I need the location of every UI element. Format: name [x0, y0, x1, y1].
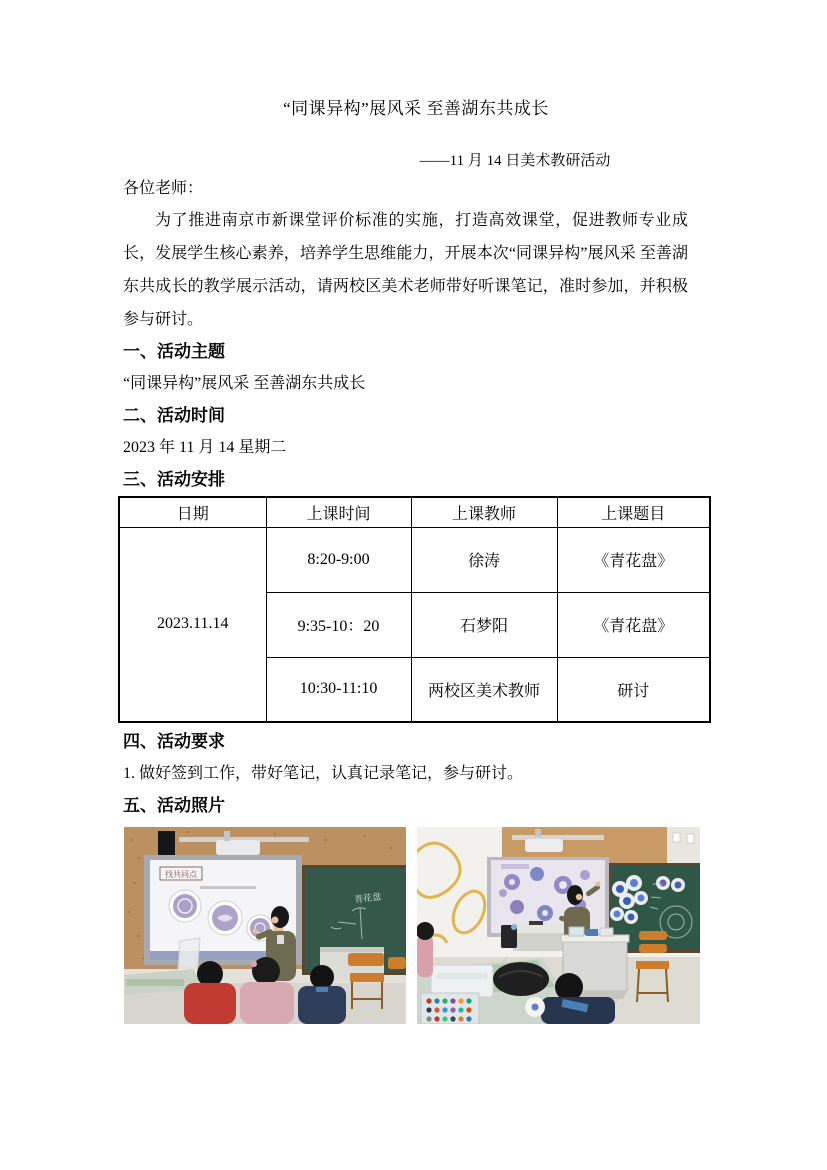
slide-plate-1 [169, 890, 201, 922]
photo2-trash-bin [501, 924, 517, 948]
activity-photo-classroom-2 [417, 827, 700, 1024]
cell-teacher: 石梦阳 [411, 592, 557, 657]
schedule-table [118, 496, 711, 723]
column-header-date: 日期 [119, 497, 266, 527]
column-header-topic: 上课题目 [557, 497, 710, 527]
photo1-speaker [158, 831, 175, 857]
section-body-requirements: 1. 做好签到工作，带好笔记，认真记录笔记，参与研讨。 [123, 765, 524, 782]
section-heading-time: 二、活动时间 [123, 406, 225, 425]
section-heading-photos: 五、活动照片 [123, 796, 225, 815]
cell-topic: 《青花盘》 [557, 592, 710, 657]
section-body-time: 2023 年 11 月 14 星期二 [123, 439, 287, 456]
doc-title: “同课异构”展风采 至善湖东共成长 [283, 99, 549, 118]
column-header-teacher: 上课教师 [411, 497, 557, 527]
cell-date: 2023.11.14 [119, 527, 266, 722]
photo2-marker-box [421, 993, 479, 1024]
slide-plate-2 [208, 901, 242, 935]
photo1-students [184, 957, 346, 1024]
activity-photo-classroom-1 [124, 827, 406, 1024]
cell-topic: 研讨 [557, 657, 710, 722]
doc-subtitle: ——11 月 14 日美术教研活动 [419, 153, 611, 169]
table-row [119, 527, 710, 592]
photos-row [124, 827, 709, 1024]
cell-time: 9:35-10：20 [266, 592, 411, 657]
cell-teacher: 徐涛 [411, 527, 557, 592]
intro-paragraph: 为了推进南京市新课堂评价标准的实施，打造高效课堂，促进教师专业成长，发展学生核心素养，培养学生思维能力，开展本次“同课异构”展风采 至善湖东共成长的教学展示活动，请两校区美术老师带好听课笔记，准时参加，并积极参与研讨。 [123, 212, 688, 328]
chalk-text: 青花盘 [353, 891, 382, 905]
cell-time: 10:30-11:10 [266, 657, 411, 722]
section-body-theme: “同课异构”展风采 至善湖东共成长 [123, 375, 366, 392]
table-header-row [119, 497, 710, 527]
section-heading-requirements: 四、活动要求 [123, 732, 225, 751]
slide-title-text: 找共同点 [165, 870, 197, 879]
cell-time: 8:20-9:00 [266, 527, 411, 592]
section-heading-schedule: 三、活动安排 [123, 470, 225, 489]
cell-topic: 《青花盘》 [557, 527, 710, 592]
section-heading-theme: 一、活动主题 [123, 342, 225, 361]
cell-teacher: 两校区美术教师 [411, 657, 557, 722]
greeting-line: 各位老师： [123, 180, 204, 197]
column-header-time: 上课时间 [266, 497, 411, 527]
